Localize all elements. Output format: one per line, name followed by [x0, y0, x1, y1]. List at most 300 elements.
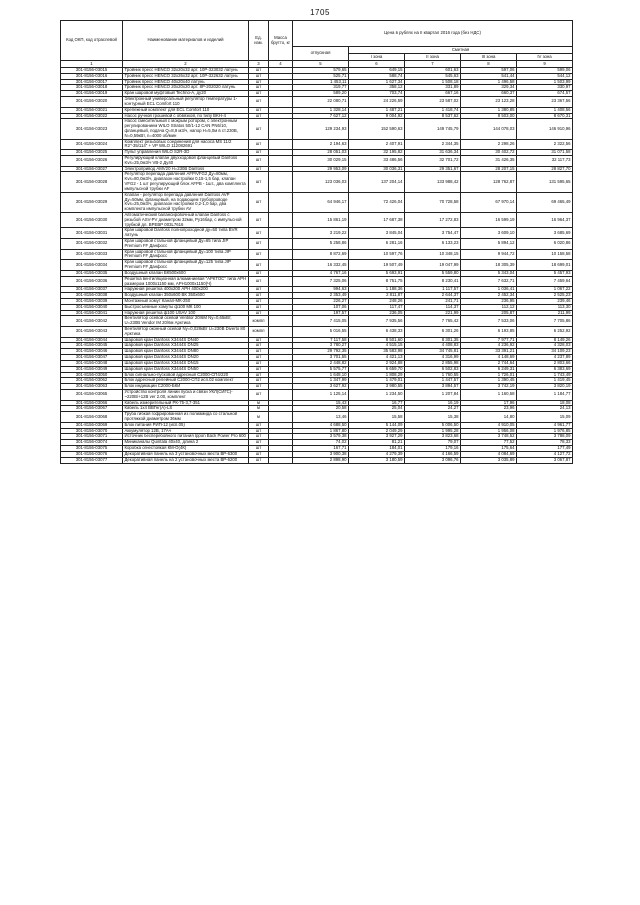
row-price: 4 961,77	[517, 422, 573, 428]
row-price: 10 348,15	[405, 249, 461, 260]
row-price: 18 305,39	[461, 260, 517, 271]
row-price: 23 123,28	[461, 97, 517, 108]
row-unit: шт	[249, 68, 269, 74]
row-unit: м	[249, 406, 269, 412]
row-code: 301-8156-03020	[61, 97, 123, 108]
row-price: 1 976,85	[517, 428, 573, 434]
row-name: Вентилятор осевой осевой Ventilor 20/6M Ny=0,65кВт, U=230В Vendor IM 20/6м Арктика	[123, 316, 249, 327]
row-price: 4 279,39	[349, 451, 405, 457]
row-code: 301-8156-03026	[61, 156, 123, 167]
row-name: Кабель измерительный РК-75-3,7-351	[123, 400, 249, 406]
row-unit: шт	[249, 366, 269, 372]
row-unit: шт	[249, 293, 269, 299]
row-code: 301-8156-03063	[61, 384, 123, 390]
row-price: 8 501,60	[349, 337, 405, 343]
row-price: 16,77	[349, 400, 405, 406]
row-price: 22 080,71	[293, 97, 349, 108]
row-mass	[269, 239, 293, 250]
row-code: 301-8156-03062	[61, 378, 123, 384]
row-price: 2 924,88	[349, 360, 405, 366]
table-row	[61, 139, 573, 150]
table-row	[61, 192, 573, 212]
row-mass	[269, 212, 293, 227]
row-price: 17 687,38	[349, 212, 405, 227]
row-mass	[269, 327, 293, 338]
row-price: 5 144,09	[349, 422, 405, 428]
row-price: 525,71	[293, 73, 349, 79]
row-price: 5 006,50	[405, 422, 461, 428]
row-mass	[269, 139, 293, 150]
row-name: Тройник пресс HENCO 32x20x32 арт. 10P-323032 латунь	[123, 68, 249, 74]
header-unit: Ед. изм.	[249, 21, 269, 61]
row-price: 8 301,35	[405, 337, 461, 343]
row-price: 184,01	[349, 446, 405, 452]
row-price: 9 944,72	[461, 249, 517, 260]
row-unit: шт	[249, 360, 269, 366]
row-unit: шт	[249, 378, 269, 384]
row-code: 301-8156-03070	[61, 428, 123, 434]
row-price: 1 808,29	[349, 372, 405, 378]
row-unit: шт	[249, 422, 269, 428]
row-price: 248,26	[349, 298, 405, 304]
row-code: 301-8156-03024	[61, 139, 123, 150]
row-price: 78,33	[517, 440, 573, 446]
row-price: 77,52	[461, 440, 517, 446]
row-price: 3 096,76	[405, 457, 461, 463]
row-code: 301-8156-03037	[61, 287, 123, 293]
row-price: 15,09	[517, 412, 573, 423]
row-price: 67 970,14	[461, 192, 517, 212]
row-price: 8 230,41	[405, 276, 461, 287]
table-row	[61, 249, 573, 260]
row-price: 226,27	[293, 298, 349, 304]
row-name: Шаровой кран Danfoss X3444S DN50	[123, 366, 249, 372]
row-price: 2 407,91	[349, 139, 405, 150]
row-price: 3 845,04	[349, 228, 405, 239]
row-price: 6 659,70	[349, 366, 405, 372]
row-price: 31 426,35	[461, 156, 517, 167]
table-row	[61, 119, 573, 139]
row-price: 3 067,87	[517, 457, 573, 463]
row-price: 2 194,63	[293, 139, 349, 150]
row-price: 15 861,19	[293, 212, 349, 227]
row-price: 1 648,10	[293, 372, 349, 378]
row-unit: шт	[249, 119, 269, 139]
row-code: 301-8156-03032	[61, 239, 123, 250]
row-mass	[269, 457, 293, 463]
row-price: 7 627,12	[293, 113, 349, 119]
header-mass: Масса брутто, кг	[269, 21, 293, 61]
row-name: Регулирующий клапан двухходовой фланцевый Danfoss Kvs=25,0м3/ч VB-2 Ду40	[123, 156, 249, 167]
row-price: 1 627,34	[349, 79, 405, 85]
row-price: 1 036,41	[461, 287, 517, 293]
row-name: Кран шаровой стальной фланцевый Ду=125 типа JIP Premium FF Данфосс	[123, 260, 249, 271]
row-price: 114,37	[405, 304, 461, 310]
row-price: 599,06	[517, 68, 573, 74]
row-mass	[269, 119, 293, 139]
row-price: 152 590,63	[349, 119, 405, 139]
row-price: 7 117,58	[293, 337, 349, 343]
row-price: 8 149,26	[517, 337, 573, 343]
row-code: 301-8156-03036	[61, 276, 123, 287]
row-price: 1 760,55	[405, 372, 461, 378]
table-row	[61, 156, 573, 167]
row-mass	[269, 389, 293, 400]
row-name: Воздушный клапан ВК500x600	[123, 270, 249, 276]
row-price: 14,80	[461, 412, 517, 423]
row-unit: шт	[249, 97, 269, 108]
row-unit: шт	[249, 355, 269, 361]
row-price: 1 380,85	[461, 107, 517, 113]
row-name: Кабель 1x4 ВВГнг(А)-LS	[123, 406, 249, 412]
row-code: 301-8156-03067	[61, 406, 123, 412]
column-number: 6	[349, 61, 405, 68]
row-price: 70 728,58	[405, 192, 461, 212]
row-name: Кран шаровой стальной фланцевый Ду=65 типа JIP Premium FF Данфосс	[123, 239, 249, 250]
row-price: 8 872,69	[293, 249, 349, 260]
row-price: 6 193,85	[461, 327, 517, 338]
row-unit: шт	[249, 287, 269, 293]
row-price: 2 448,82	[293, 360, 349, 366]
row-price: 1 408,56	[517, 107, 573, 113]
row-code: 301-8156-03047	[61, 355, 123, 361]
row-price: 113,30	[517, 304, 573, 310]
row-code: 301-8156-03025	[61, 150, 123, 156]
row-price: 4 421,13	[349, 355, 405, 361]
row-price: 31 636,34	[405, 150, 461, 156]
row-price: 1 453,11	[293, 79, 349, 85]
row-price: 2 811,87	[349, 293, 405, 299]
row-price: 211,99	[517, 310, 573, 316]
row-price: 1 160,58	[461, 389, 517, 400]
row-price: 1 956,08	[461, 428, 517, 434]
row-price: 589,20	[293, 91, 349, 97]
row-price: 137 204,14	[349, 172, 405, 192]
row-price: 1 390,45	[461, 378, 517, 384]
header-price-group: Цена в рублях на II квартал 2016 года (без НДС)	[293, 21, 573, 47]
row-code: 301-8156-03028	[61, 172, 123, 192]
row-price: 6 502,83	[405, 366, 461, 372]
row-price: 112,12	[461, 304, 517, 310]
row-name: Кран шаровой Danfoss полнопроходной ду=50 типа BVR латунь	[123, 228, 249, 239]
row-name: Блок индикации С2000-БКИ	[123, 384, 249, 390]
row-price: 3 685,69	[517, 228, 573, 239]
row-price: 1 125,14	[293, 389, 349, 400]
row-price: 236,05	[349, 310, 405, 316]
row-name: Крепежный комплект для ECL Comfort 110	[123, 107, 249, 113]
row-unit: шт	[249, 349, 269, 355]
row-price: 5 016,55	[293, 327, 349, 338]
row-price: 6 281,16	[349, 239, 405, 250]
row-unit: шт	[249, 260, 269, 271]
row-code: 301-8156-03066	[61, 400, 123, 406]
column-number: 7	[405, 61, 461, 68]
row-price: 8 670,31	[517, 113, 573, 119]
row-name: Источник бесперебойного питания Ippon Back Power Pro 600	[123, 434, 249, 440]
row-price: 7 935,56	[349, 316, 405, 327]
row-price: 1 207,84	[405, 389, 461, 400]
row-price: 319,77	[293, 85, 349, 91]
row-unit: м	[249, 412, 269, 423]
row-code: 301-8156-03077	[61, 457, 123, 463]
row-unit: шт	[249, 276, 269, 287]
row-unit: шт	[249, 298, 269, 304]
row-code: 301-8156-03027	[61, 166, 123, 172]
row-price: 1 067,22	[517, 287, 573, 293]
row-code: 301-8156-03071	[61, 434, 123, 440]
row-price: 1 726,01	[461, 372, 517, 378]
row-code: 301-8156-03031	[61, 228, 123, 239]
row-code: 301-8156-03038	[61, 293, 123, 299]
row-price: 23,96	[461, 406, 517, 412]
row-price: 7 459,64	[517, 276, 573, 287]
row-name: Наружная решетка 400х200 АРН 400х200	[123, 287, 249, 293]
row-price: 34 745,81	[405, 349, 461, 355]
row-unit: шт	[249, 150, 269, 156]
row-code: 301-8156-03069	[61, 422, 123, 428]
row-unit: шт	[249, 389, 269, 400]
row-mass	[269, 228, 293, 239]
row-price: 5 894,12	[461, 239, 517, 250]
row-price: 4 515,15	[349, 343, 405, 349]
row-code: 301-8156-03040	[61, 304, 123, 310]
row-code: 301-8156-03016	[61, 73, 123, 79]
row-name: Комплект резьбовых соединений для насоса MS 11/2 R2"-35/114" + VP WILO 112082691	[123, 139, 249, 150]
row-price: 3 820,19	[517, 384, 573, 390]
row-name: Регулятор перепада давления AFP/VFG2 Ду=80мм, Kvs=80,0м3/ч, диапазон настройки 0,15-1,5 бар, клапан VFG2 - 1 шт регулирующий блок AFPB - 1шт., два комплекта импульсной трубки AF	[123, 172, 249, 192]
row-price: 32 701,72	[405, 156, 461, 167]
row-name: Кран шаровой стальной фланцевый Ду=100 типа JIP Premium FF Данфосс	[123, 249, 249, 260]
row-name: Электронный универсальный регулятор температуры 1-контурный ECL Comfort 110	[123, 97, 249, 108]
column-number: 4	[269, 61, 293, 68]
row-price: 30 036,31	[349, 166, 405, 172]
row-code: 301-8156-03039	[61, 298, 123, 304]
row-unit: шт	[249, 310, 269, 316]
row-name: Автоматический балансировочный клапан Danfoss с резьбой ASV-PV диаметром 32мм, Ру16бар, с импульсной трубкой дл. ВРЕВР 003L7616	[123, 212, 249, 227]
row-price: 129 234,93	[293, 119, 349, 139]
row-mass	[269, 412, 293, 423]
column-number-row	[61, 61, 573, 68]
row-price: 28 827,70	[517, 166, 573, 172]
row-code: 301-8156-03018	[61, 85, 123, 91]
row-price: 7 325,06	[293, 276, 349, 287]
row-price: 15,43	[293, 400, 349, 406]
row-price: 24,13	[517, 406, 573, 412]
row-price: 3 927,29	[349, 434, 405, 440]
row-price: 146 910,96	[517, 119, 573, 139]
row-code: 301-8156-03075	[61, 446, 123, 452]
row-price: 6 249,31	[461, 366, 517, 372]
row-price: 81,21	[349, 440, 405, 446]
row-price: 2 744,64	[461, 360, 517, 366]
row-price: 2 298,26	[461, 139, 517, 150]
row-price: 10 597,76	[349, 249, 405, 260]
row-code: 301-8156-03068	[61, 412, 123, 423]
row-price: 1 447,57	[405, 378, 461, 384]
header-estimate: Сметная	[349, 47, 573, 54]
row-price: 3 900,38	[293, 451, 349, 457]
row-name: Пульт управления WILO S2R-3D	[123, 150, 249, 156]
row-price: 4 236,92	[461, 343, 517, 349]
row-price: 2 452,34	[461, 293, 517, 299]
row-price: 32 117,73	[517, 156, 573, 167]
row-price: 7 632,71	[461, 276, 517, 287]
row-name: Блок сигнально-пусковой адресный С2000-СП4/220	[123, 372, 249, 378]
row-price: 117,47	[349, 304, 405, 310]
row-unit: шт	[249, 139, 269, 150]
row-price: 17 272,83	[405, 212, 461, 227]
row-name: Декоративная панель на 3 установочных места ВР-6300	[123, 451, 249, 457]
row-price: 6 438,33	[349, 327, 405, 338]
page-number: 1705	[310, 8, 330, 17]
table-row	[61, 316, 573, 327]
row-code: 301-8156-03048	[61, 360, 123, 366]
row-unit: компл	[249, 316, 269, 327]
row-price: 32 195,82	[349, 150, 405, 156]
row-price: 236,95	[461, 298, 517, 304]
row-price: 15,58	[349, 412, 405, 423]
column-number: 8	[461, 61, 517, 68]
row-price: 4 166,59	[405, 451, 461, 457]
row-price: 123 036,03	[293, 172, 349, 192]
row-name: Коробка огнестойкая КМ-О(4К)	[123, 446, 249, 452]
row-price: 4 408,83	[405, 343, 461, 349]
row-price: 9 004,92	[349, 113, 405, 119]
row-price: 3 609,10	[461, 228, 517, 239]
row-price: 4 328,03	[517, 343, 573, 349]
table-row	[61, 457, 573, 463]
row-price: 239,46	[517, 298, 573, 304]
row-price: 2 353,49	[293, 293, 349, 299]
table-row	[61, 260, 573, 271]
row-price: 33 486,56	[349, 156, 405, 167]
row-price: 1 418,74	[405, 107, 461, 113]
row-code: 301-8156-03076	[61, 451, 123, 457]
row-mass	[269, 316, 293, 327]
row-price: 205,87	[461, 310, 517, 316]
row-unit: шт	[249, 440, 269, 446]
table-body	[61, 68, 573, 464]
row-price: 4 688,50	[293, 422, 349, 428]
row-name: Тройник пресс HENCO 20x20x20 арт. 8P-202020 латунь	[123, 85, 249, 91]
row-name: Шаровой кран Danfoss X3444S DN40	[123, 337, 249, 343]
row-name: Аккумулятор 12В, 17Ач	[123, 428, 249, 434]
row-price: 597,06	[461, 68, 517, 74]
row-price: 3 579,38	[293, 434, 349, 440]
row-price: 13,46	[293, 412, 349, 423]
row-price: 177,49	[517, 446, 573, 452]
row-price: 1 487,21	[349, 107, 405, 113]
row-unit: шт	[249, 249, 269, 260]
row-price: 2 049,29	[349, 428, 405, 434]
row-price: 330,97	[517, 85, 573, 91]
row-code: 301-8156-03046	[61, 349, 123, 355]
row-price: 131 595,65	[517, 172, 573, 192]
row-name: Быстросъемные хомуты ф100 МК 100	[123, 304, 249, 310]
row-name: Решетка вентиляционная алюминиевая "АРКТОС" типа АРН размером 1000х1150 мм, АРН1000х1150(Ч)	[123, 276, 249, 287]
row-price: 20,58	[293, 406, 349, 412]
header-zone: III зона	[461, 54, 517, 61]
row-price: 8 537,62	[405, 113, 461, 119]
row-unit: шт	[249, 73, 269, 79]
row-unit: шт	[249, 337, 269, 343]
row-price: 6 252,92	[517, 327, 573, 338]
row-price: 133 988,42	[405, 172, 461, 192]
row-price: 3 980,55	[349, 384, 405, 390]
row-price: 167,71	[293, 446, 349, 452]
row-price: 16,19	[405, 400, 461, 406]
row-price: 2 644,37	[405, 293, 461, 299]
row-unit: шт	[249, 451, 269, 457]
column-number: 3	[249, 61, 269, 68]
table-row	[61, 276, 573, 287]
row-price: 64 946,17	[293, 192, 349, 212]
header-name: Наименование материалов и изделий	[123, 21, 249, 61]
row-price: 2 898,90	[293, 457, 349, 463]
row-price: 7 977,71	[461, 337, 517, 343]
row-name: Кран шаровой муфтовый Techno-A, ду20	[123, 91, 249, 97]
row-price: 2 344,35	[405, 139, 461, 150]
row-unit: шт	[249, 113, 269, 119]
row-unit: шт	[249, 107, 269, 113]
row-price: 1 479,01	[349, 378, 405, 384]
row-price: 30 029,15	[293, 156, 349, 167]
table-row	[61, 389, 573, 400]
row-price: 3 035,89	[461, 457, 517, 463]
row-code: 301-8156-03044	[61, 337, 123, 343]
row-price: 1 508,18	[405, 79, 461, 85]
row-price: 3 180,59	[349, 457, 405, 463]
row-mass	[269, 249, 293, 260]
row-price: 10 158,58	[517, 249, 573, 260]
row-name: Шаровой кран Danfoss X3444S DN25	[123, 343, 249, 349]
row-price: 4 316,99	[405, 355, 461, 361]
row-mass	[269, 260, 293, 271]
row-price: 17,96	[461, 400, 517, 406]
row-price: 241,71	[405, 298, 461, 304]
row-code: 301-8156-03019	[61, 91, 123, 97]
row-price: 1 234,50	[349, 389, 405, 400]
row-name: Декоративная панель на 2 установочных места ВР-6200	[123, 457, 249, 463]
table-row	[61, 239, 573, 250]
row-price: 149 745,79	[405, 119, 461, 139]
row-name: Миниканалы Quintala 40х40, длина 2	[123, 440, 249, 446]
row-code: 301-8156-03074	[61, 440, 123, 446]
row-price: 7 765,42	[405, 316, 461, 327]
row-price: 35 583,98	[349, 349, 405, 355]
row-price: 667,16	[405, 91, 461, 97]
row-unit: шт	[249, 384, 269, 390]
header-zone: II зона	[405, 54, 461, 61]
row-price: 2 322,56	[517, 139, 573, 150]
table-row	[61, 412, 573, 423]
row-code: 301-8156-03017	[61, 79, 123, 85]
row-mass	[269, 276, 293, 287]
row-unit: шт	[249, 91, 269, 97]
column-number: 2	[123, 61, 249, 68]
row-code: 301-8156-03015	[61, 68, 123, 74]
row-code: 301-8156-03030	[61, 212, 123, 227]
row-price: 16 599,19	[461, 212, 517, 227]
column-number: 9	[517, 61, 573, 68]
row-price: 4 084,69	[461, 451, 517, 457]
row-name: Блок питания РИП-12 (исп.05)	[123, 422, 249, 428]
row-name: Шаровой кран Danfoss X3444S DN20	[123, 355, 249, 361]
row-code: 301-8156-03022	[61, 113, 123, 119]
row-price: 175,64	[461, 446, 517, 452]
row-price: 74,02	[293, 440, 349, 446]
row-price: 4 910,05	[461, 422, 517, 428]
